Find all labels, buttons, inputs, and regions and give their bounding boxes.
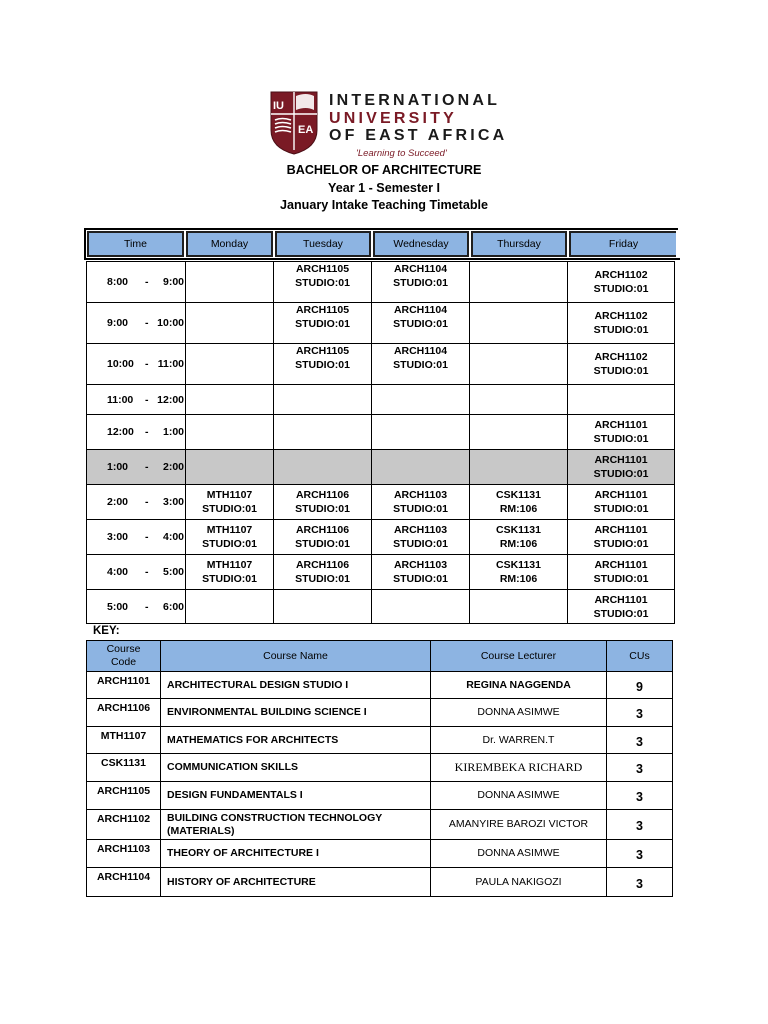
session-cell: [274, 262, 372, 303]
session-cell: [568, 590, 675, 624]
course-code: ARCH1101: [87, 672, 161, 699]
timetable-row: [87, 485, 675, 520]
session-cell: [470, 262, 568, 303]
time-dash: -: [145, 276, 149, 288]
course-name: MATHEMATICS FOR ARCHITECTS: [161, 727, 431, 754]
university-name: INTERNATIONAL UNIVERSITY OF EAST AFRICA: [329, 92, 508, 144]
time-to: 4:00: [162, 531, 184, 543]
course-code: ARCH1101: [594, 559, 648, 571]
column-header-monday: Monday: [186, 231, 273, 257]
room: STUDIO:01: [295, 359, 350, 371]
time-to: 2:00: [162, 461, 184, 473]
room: STUDIO:01: [202, 538, 257, 550]
session-cell: [274, 520, 372, 555]
time-slot: [87, 303, 186, 344]
session-cell: [186, 344, 274, 385]
session-cell: [470, 303, 568, 344]
session-cell: [186, 262, 274, 303]
room: STUDIO:01: [593, 324, 649, 336]
course-code: ARCH1105: [295, 263, 350, 275]
time-dash: -: [145, 566, 149, 578]
course-row: [87, 754, 673, 782]
time-from: 5:00: [107, 600, 129, 613]
time-slot: [87, 485, 186, 520]
course-code: MTH1107: [206, 524, 253, 536]
course-code: ARCH1104: [87, 868, 161, 897]
course-lecturer: DONNA ASIMWE: [431, 782, 607, 810]
time-from: 10:00: [107, 358, 134, 370]
session-cell: [372, 303, 470, 344]
university-motto: 'Learning to Succeed': [356, 148, 447, 159]
room: STUDIO:01: [393, 318, 448, 330]
timetable-title: January Intake Teaching Timetable: [279, 198, 489, 212]
course-code: MTH1107: [206, 559, 253, 571]
time-slot: [87, 450, 186, 485]
course-row: [87, 672, 673, 699]
room: RM:106: [499, 503, 538, 515]
room: STUDIO:01: [295, 573, 350, 585]
course-code: ARCH1104: [393, 304, 448, 316]
course-lecturer: KIREMBEKA RICHARD: [431, 754, 607, 782]
timetable-row: [87, 555, 675, 590]
course-lecturer: AMANYIRE BAROZI VICTOR: [431, 810, 607, 840]
course-lecturer: PAULA NAKIGOZI: [431, 868, 607, 897]
time-from: 2:00: [107, 496, 129, 508]
course-code: ARCH1102: [594, 351, 648, 363]
course-code: ARCH1106: [295, 524, 350, 536]
session-cell: [568, 385, 675, 415]
time-to: 3:00: [162, 496, 184, 508]
session-cell: [372, 555, 470, 590]
time-slot: [87, 385, 186, 415]
session-cell: [470, 415, 568, 450]
session-cell: [274, 385, 372, 415]
timetable-row: [87, 590, 675, 624]
course-code: ARCH1102: [87, 810, 161, 840]
time-slot: [87, 415, 186, 450]
room: STUDIO:01: [393, 277, 448, 289]
time-to: 10:00: [157, 317, 184, 329]
session-cell: [186, 303, 274, 344]
course-code: ARCH1105: [87, 782, 161, 810]
course-code: MTH1107: [87, 727, 161, 754]
course-credit-units: 3: [607, 727, 673, 754]
document-titles: [0, 162, 768, 215]
timetable-row: [87, 415, 675, 450]
session-cell: [470, 520, 568, 555]
room: STUDIO:01: [295, 318, 350, 330]
course-code: ARCH1102: [594, 310, 648, 322]
course-credit-units: 9: [607, 672, 673, 699]
time-from: 1:00: [107, 461, 129, 473]
course-code: ARCH1103: [87, 840, 161, 868]
course-name: BUILDING CONSTRUCTION TECHNOLOGY (MATERIALS): [161, 810, 431, 840]
course-code: ARCH1102: [594, 269, 648, 281]
room: STUDIO:01: [202, 573, 257, 585]
session-cell: [372, 344, 470, 385]
session-cell: [568, 450, 675, 485]
course-code: ARCH1104: [393, 345, 448, 357]
session-cell: [186, 450, 274, 485]
svg-text:IU: IU: [273, 100, 284, 112]
room: STUDIO:01: [295, 538, 350, 550]
session-cell: [470, 344, 568, 385]
time-dash: -: [145, 426, 149, 438]
time-slot: [87, 344, 186, 385]
room: STUDIO:01: [295, 503, 350, 515]
header-divider: [676, 258, 680, 260]
time-slot: [87, 555, 186, 590]
timetable-row: [87, 344, 675, 385]
room: STUDIO:01: [393, 573, 448, 585]
time-from: 11:00: [107, 393, 134, 406]
course-code: ARCH1101: [594, 524, 648, 536]
room: RM:106: [499, 538, 538, 550]
time-slot: [87, 520, 186, 555]
column-header-thursday: Thursday: [471, 231, 567, 257]
session-cell: [470, 385, 568, 415]
key-label: KEY:: [93, 625, 120, 637]
time-to: 1:00: [162, 426, 184, 438]
key-header-code: Course Code: [87, 641, 161, 672]
session-cell: [274, 485, 372, 520]
course-row: [87, 782, 673, 810]
year-semester: Year 1 - Semester I: [327, 180, 440, 195]
time-dash: -: [145, 531, 149, 543]
time-dash: -: [145, 393, 149, 406]
time-dash: -: [145, 496, 149, 508]
timetable-row: [87, 303, 675, 344]
course-credit-units: 3: [607, 810, 673, 840]
session-cell: [568, 485, 675, 520]
session-cell: [186, 590, 274, 624]
course-key-table: [86, 640, 673, 897]
time-from: 8:00: [107, 276, 129, 288]
program-title: BACHELOR OF ARCHITECTURE: [286, 163, 482, 177]
time-dash: -: [145, 461, 149, 473]
course-row: [87, 840, 673, 868]
room: STUDIO:01: [295, 277, 350, 289]
course-name: ARCHITECTURAL DESIGN STUDIO I: [161, 672, 431, 699]
course-code: ARCH1106: [295, 489, 350, 501]
course-credit-units: 3: [607, 754, 673, 782]
column-header-friday: Friday: [569, 231, 676, 257]
key-header-row: [87, 641, 673, 672]
course-lecturer: DONNA ASIMWE: [431, 840, 607, 868]
course-code: ARCH1106: [87, 699, 161, 727]
course-credit-units: 3: [607, 699, 673, 727]
time-to: 9:00: [162, 276, 184, 288]
course-row: [87, 727, 673, 754]
time-to: 6:00: [162, 600, 184, 613]
session-cell: [274, 555, 372, 590]
time-from: 12:00: [107, 426, 134, 438]
session-cell: [274, 344, 372, 385]
session-cell: [568, 262, 675, 303]
course-name: ENVIRONMENTAL BUILDING SCIENCE I: [161, 699, 431, 727]
timetable-row: [87, 450, 675, 485]
room: STUDIO:01: [593, 573, 649, 585]
time-from: 9:00: [107, 317, 129, 329]
session-cell: [274, 590, 372, 624]
course-code: ARCH1103: [393, 524, 448, 536]
course-code: ARCH1103: [393, 559, 448, 571]
course-name: COMMUNICATION SKILLS: [161, 754, 431, 782]
time-to: 5:00: [162, 566, 184, 578]
session-cell: [186, 385, 274, 415]
time-from: 4:00: [107, 566, 129, 578]
room: RM:106: [499, 573, 538, 585]
session-cell: [568, 303, 675, 344]
session-cell: [274, 415, 372, 450]
course-credit-units: 3: [607, 840, 673, 868]
room: STUDIO:01: [593, 503, 649, 515]
room: STUDIO:01: [593, 283, 649, 295]
course-code: CSK1131: [496, 559, 541, 571]
session-cell: [470, 555, 568, 590]
session-cell: [274, 450, 372, 485]
course-code: ARCH1106: [295, 559, 350, 571]
session-cell: [186, 485, 274, 520]
room: STUDIO:01: [393, 538, 448, 550]
key-header-name: Course Name: [161, 641, 431, 672]
room: STUDIO:01: [593, 538, 649, 550]
course-credit-units: 3: [607, 782, 673, 810]
svg-text:EA: EA: [298, 124, 314, 136]
timetable-row: [87, 385, 675, 415]
course-code: ARCH1103: [393, 489, 448, 501]
course-code: CSK1131: [496, 524, 541, 536]
session-cell: [186, 520, 274, 555]
timetable-row: [87, 262, 675, 303]
session-cell: [274, 303, 372, 344]
session-cell: [372, 590, 470, 624]
course-row: [87, 699, 673, 727]
course-lecturer: REGINA NAGGENDA: [431, 672, 607, 699]
course-row: [87, 810, 673, 840]
course-name: HISTORY OF ARCHITECTURE: [161, 868, 431, 897]
university-logo: [268, 90, 508, 160]
course-code: CSK1131: [496, 489, 541, 501]
session-cell: [372, 520, 470, 555]
session-cell: [470, 485, 568, 520]
room: STUDIO:01: [202, 503, 257, 515]
time-dash: -: [145, 358, 149, 370]
course-code: ARCH1105: [295, 345, 350, 357]
course-row: [87, 868, 673, 897]
time-from: 3:00: [107, 531, 129, 543]
session-cell: [568, 520, 675, 555]
session-cell: [568, 555, 675, 590]
time-slot: [87, 262, 186, 303]
time-dash: -: [145, 317, 149, 329]
room: STUDIO:01: [393, 503, 448, 515]
course-lecturer: DONNA ASIMWE: [431, 699, 607, 727]
session-cell: [372, 450, 470, 485]
course-code: CSK1131: [87, 754, 161, 782]
key-header-cus: CUs: [607, 641, 673, 672]
time-dash: -: [145, 600, 149, 613]
course-lecturer: Dr. WARREN.T: [431, 727, 607, 754]
room: STUDIO:01: [593, 607, 649, 620]
room: STUDIO:01: [593, 468, 649, 480]
timetable-grid: [86, 261, 675, 624]
room: STUDIO:01: [593, 365, 649, 377]
course-code: MTH1107: [206, 489, 253, 501]
time-to: 12:00: [157, 393, 184, 406]
session-cell: [186, 555, 274, 590]
column-header-wednesday: Wednesday: [373, 231, 469, 257]
session-cell: [568, 344, 675, 385]
session-cell: [470, 590, 568, 624]
course-code: ARCH1101: [594, 419, 648, 431]
session-cell: [372, 485, 470, 520]
session-cell: [568, 415, 675, 450]
course-code: ARCH1105: [295, 304, 350, 316]
time-slot: [87, 590, 186, 624]
key-header-lecturer: Course Lecturer: [431, 641, 607, 672]
session-cell: [372, 262, 470, 303]
course-code: ARCH1101: [594, 593, 648, 606]
course-name: THEORY OF ARCHITECTURE I: [161, 840, 431, 868]
session-cell: [186, 415, 274, 450]
time-to: 11:00: [157, 358, 184, 370]
course-code: ARCH1101: [594, 489, 648, 501]
column-header-time: Time: [87, 231, 184, 257]
course-credit-units: 3: [607, 868, 673, 897]
room: STUDIO:01: [393, 359, 448, 371]
column-header-tuesday: Tuesday: [275, 231, 371, 257]
session-cell: [470, 450, 568, 485]
session-cell: [372, 385, 470, 415]
timetable-row: [87, 520, 675, 555]
course-name: DESIGN FUNDAMENTALS I: [161, 782, 431, 810]
course-code: ARCH1101: [594, 454, 648, 466]
university-crest-icon: [268, 90, 320, 156]
session-cell: [372, 415, 470, 450]
room: STUDIO:01: [593, 433, 649, 445]
course-code: ARCH1104: [393, 263, 448, 275]
